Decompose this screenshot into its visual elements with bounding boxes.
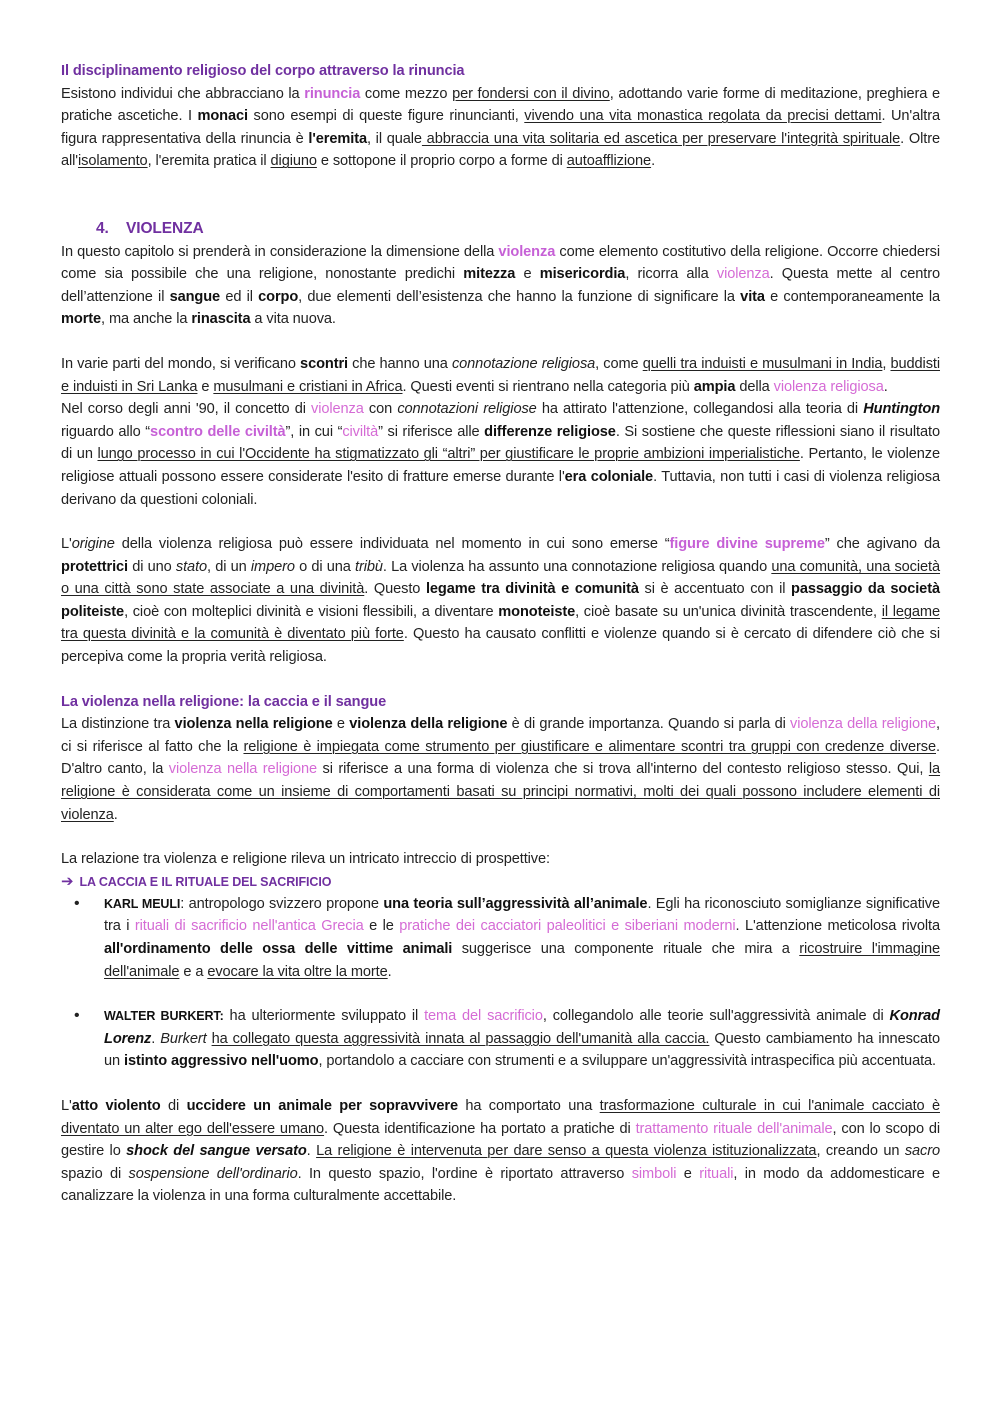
document-body <box>61 60 940 1208</box>
list-item-meuli: • KARL MEULI: antropologo svizzero propone una teoria sull’aggressività all’animale. Egli ha riconosciuto somiglianze significative tra i rituali di sacrificio nell'antica Grecia e le pratiche dei cacciatori paleolitici e siberiani moderni. L'attenzione meticolosa rivolta all'ordinamento delle ossa delle vittime animali suggerisce una componente rituale che mira a ricostruire l'immagine dell'animale e a evocare la vita oltre la morte. <box>74 894 941 980</box>
subheading-caccia-rituale: ➔ LA CACCIA E IL RITUALE DEL SACRIFICIO <box>61 871 940 893</box>
list-item-burkert: • WALTER BURKERT: ha ulteriormente sviluppato il tema del sacrificio, collegandolo alle teorie sull'aggressività animale di Konrad Lorenz. Burkert ha collegato questa aggressività innata al passaggio dell'umanità alla caccia. Questo cambiamento ha innescato un istinto aggressivo nell'uomo, portandolo a cacciare con strumenti e a sviluppare un'aggressività intraspecifica più accentuata. <box>74 1007 940 1070</box>
arrow-right-icon: ➔ <box>61 872 74 890</box>
paragraph-huntington: Nel corso degli anni '90, il concetto di violenza con connotazioni religiose ha attirato l'attenzione, collegandosi alla teoria di Huntington riguardo allo “scontro delle civiltà”, in cui “civiltà” si riferisce alle differenze religiose. Si sostiene che queste riflessioni siano il risultato di un lungo processo in cui l'Occidente ha stigmatizzato gli “altri” per giustificare le proprie ambizioni imperialistiche. Pertanto, le violenze religiose attuali possono essere considerate l'esito di fratture emerse durante l'era coloniale. Tuttavia, non tutti i casi di violenza religiosa derivano da questioni coloniali. <box>61 401 941 508</box>
paragraph-rinuncia: Esistono individui che abbracciano la rinuncia come mezzo per fondersi con il divino, adottando varie forme di meditazione, preghiera e pratiche ascetiche. I monaci sono esempi di queste figure rinuncianti, vivendo una vita monastica regolata da precisi dettami. Un'altra figura rappresentativa della rinuncia è l'eremita, il quale abbraccia una vita solitaria ed ascetica per preservare l'integrità spirituale. Oltre all'isolamento, l'eremita pratica il digiuno e sottopone il proprio corpo a forme di autoafflizione. <box>61 85 940 170</box>
bullet-list <box>61 893 940 983</box>
chapter-title: VIOLENZA <box>126 219 204 237</box>
paragraph-relazione: La relazione tra violenza e religione rileva un intricato intreccio di prospettive: <box>61 851 550 868</box>
paragraph-origine: L'origine della violenza religiosa può essere individuata nel momento in cui sono emerse “figure divine supreme” che agivano da protettrici di uno stato, di un impero o di una tribù. La violenza ha assunto una connotazione religiosa quando una comunità, una società o una città sono state associate a una divinità. Questo legame tra divinità e comunità si è accentuato con il passaggio da società politeiste, cioè con molteplici divinità e visioni flessibili, a diventare monoteiste, cioè basate su un'unica divinità trascendente, il legame tra questa divinità e la comunità è diventato più forte. Questo ha causato conflitti e violenze quando si è cercato di difendere ciò che si percepiva come la propria verità religiosa. <box>61 536 941 666</box>
bullet-marker: • <box>74 894 80 912</box>
paragraph-distinzione: La distinzione tra violenza nella religione e violenza della religione è di grande importanza. Quando si parla di violenza della religione, ci si riferisce al fatto che la religione è impiegata come strumento per giustificare e alimentare scontri tra gruppi con credenze diverse. D'altro canto, la violenza nella religione si riferisce a una forma di violenza che si trova all'interno del contesto religioso stesso. Qui, la religione è considerata come un insieme di comportamenti basati su principi normativi, molti dei quali possono includere elementi di violenza. <box>61 716 940 823</box>
paragraph-atto-violento: L'atto violento di uccidere un animale per sopravvivere ha comportato una trasformazione culturale in cui l'animale cacciato è diventato un alter ego dell'essere umano. Questa identificazione ha portato a pratiche di trattamento rituale dell'animale, con lo scopo di gestire lo shock del sangue versato. La religione è intervenuta per dare senso a questa violenza istituzionalizzata, creando un sacro spazio di sospensione dell'ordinario. In questo spazio, l'ordine è riportato attraverso simboli e rituali, in modo da addomesticare e canalizzare la violenza in una forma culturalmente accettabile. <box>61 1097 941 1205</box>
bullet-marker: • <box>74 1007 80 1025</box>
section-heading-rinuncia: Il disciplinamento religioso del corpo attraverso la rinuncia <box>61 63 465 79</box>
section-heading-caccia-sangue: La violenza nella religione: la caccia e il sangue <box>61 693 387 710</box>
bullet-list <box>61 1005 940 1073</box>
chapter-heading-violenza <box>61 218 940 241</box>
paragraph-scontri: In varie parti del mondo, si verificano scontri che hanno una connotazione religiosa, come quelli tra induisti e musulmani in India, buddisti e induisti in Sri Lanka e musulmani e cristiani in Africa. Questi eventi si rientrano nella categoria più ampia della violenza religiosa. <box>61 355 940 395</box>
chapter-number: 4. <box>96 219 109 237</box>
paragraph-violenza-intro: In questo capitolo si prenderà in considerazione la dimensione della violenza come elemento costitutivo della religione. Occorre chiedersi come sia possibile che una religione, nonostante predichi mitezza e misericordia, ricorra alla violenza. Questa mette al centro dell’attenzione il sangue ed il corpo, due elementi dell’esistenza che hanno la funzione di significare la vita e contemporaneamente la morte, ma anche la rinascita a vita nuova. <box>61 243 940 328</box>
